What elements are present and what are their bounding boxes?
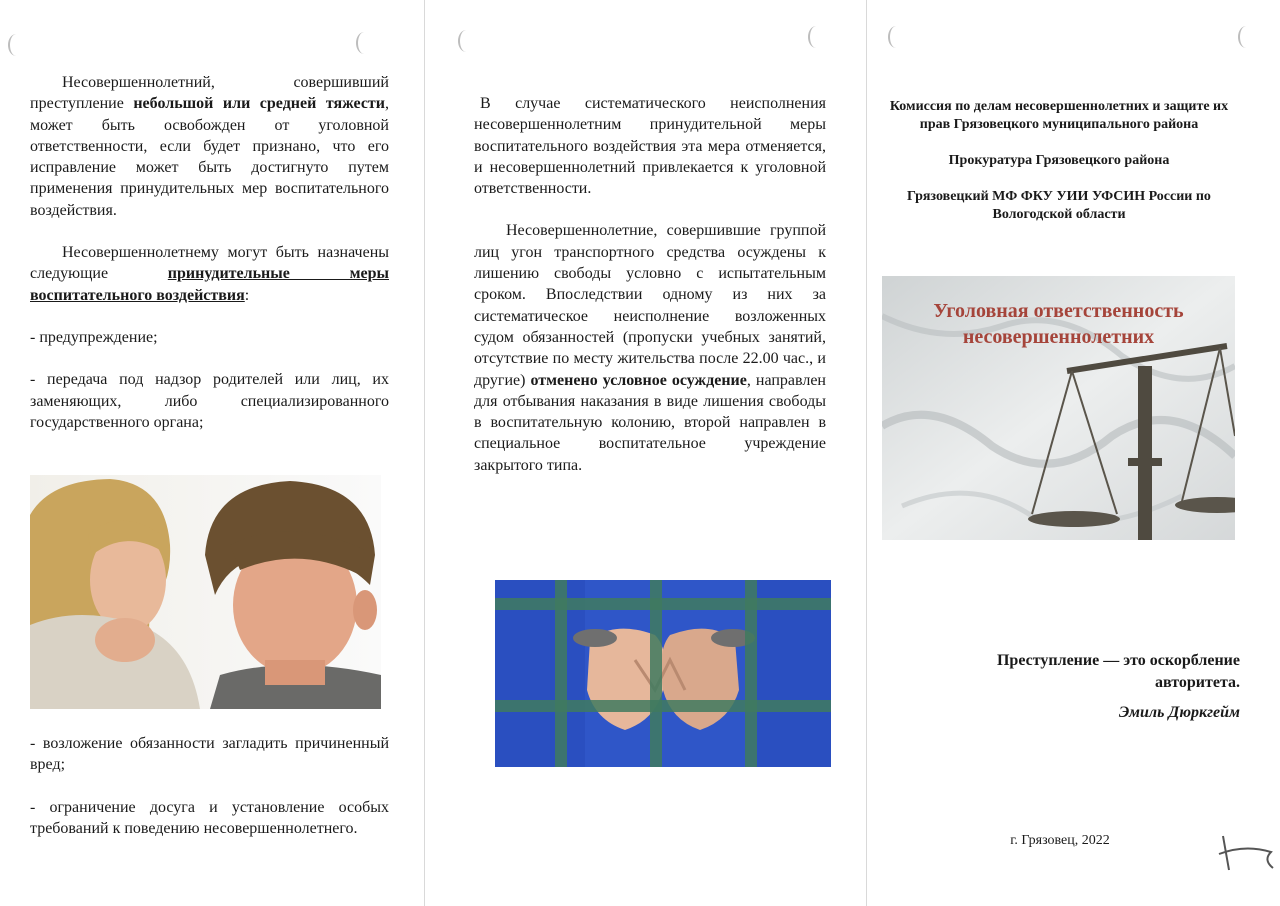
list-item-supervision: - передача под надзор родителей или лиц, их заменяющих, либо специализированного государственного органа; [30,371,389,431]
epigraph-quote: Преступление — это оскорбление авторитета. [996,652,1240,691]
hole-mark-icon [8,34,24,56]
paragraph-revocation: В случае систематического неисполнения несовершеннолетним принудительной меры воспитательного воздействия эта мера отменяется, и несовершеннолетний привлекается к уголовной ответственности. [474,95,826,198]
panel1-text-top [30,72,389,433]
photo-parent-and-teen [30,475,381,709]
paragraph-measures: Несовершеннолетнему могут быть назначены следующие принудительные меры воспитательного воздействия: [30,244,389,304]
hole-mark-icon [888,26,904,48]
organization-inspection: Грязовецкий МФ ФКУ УИИ УФСИН России по Вологодской области [907,189,1211,222]
footer-city-year: г. Грязовец, 2022 [1010,833,1110,848]
hole-mark-icon [356,32,372,54]
paragraph-release: Несовершеннолетний, совершивший преступление небольшой или средней тяжести, может быть освобожден от уголовной ответственности, если будет признано, что его исправление может быть достигнуто путем применения принудительных мер воспитательного воздействия. [30,74,389,219]
pen-mark-icon [1215,830,1277,876]
organization-prosecutor: Прокуратура Грязовецкого района [948,153,1170,168]
fold-line-right [866,0,867,906]
paragraph-case-example: Несовершеннолетние, совершившие группой лиц угон транспортного средства осуждены к лишению свободы условно с испытательным сроком. Впоследствии одному из них за систематическое неисполнение возложенных судом обязанностей (пропуски учебных занятий, отсутствие по месту жительства после 22.00 час., и другие) отменено условное осуждение, направлен для отбывания наказания в виде лишения свободы в воспитательную колонию, второй направлен в специальное воспитательное учреждение закрытого типа. [474,222,826,474]
cover-image-scales [882,276,1235,540]
hole-mark-icon [458,30,474,52]
organization-commission: Комиссия по делам несовершеннолетних и защите их прав Грязовецкого муниципального района [889,99,1229,132]
list-item-restriction: - ограничение досуга и установление особых требований к поведению несовершеннолетнего. [30,798,389,837]
hole-mark-icon [808,26,824,48]
list-item-compensation: - возложение обязанности загладить причиненный вред; [30,735,389,774]
list-item-warning: - предупреждение; [30,328,158,346]
epigraph-author: Эмиль Дюркгейм [1118,704,1240,721]
panel1-text-bottom [30,733,389,839]
panel2-text [474,93,826,476]
hole-mark-icon [1238,26,1254,48]
fold-line-left [424,0,425,906]
cover-title: Уголовная ответственность несовершеннолетних [933,300,1184,348]
photo-hands-behind-bars [495,580,831,767]
